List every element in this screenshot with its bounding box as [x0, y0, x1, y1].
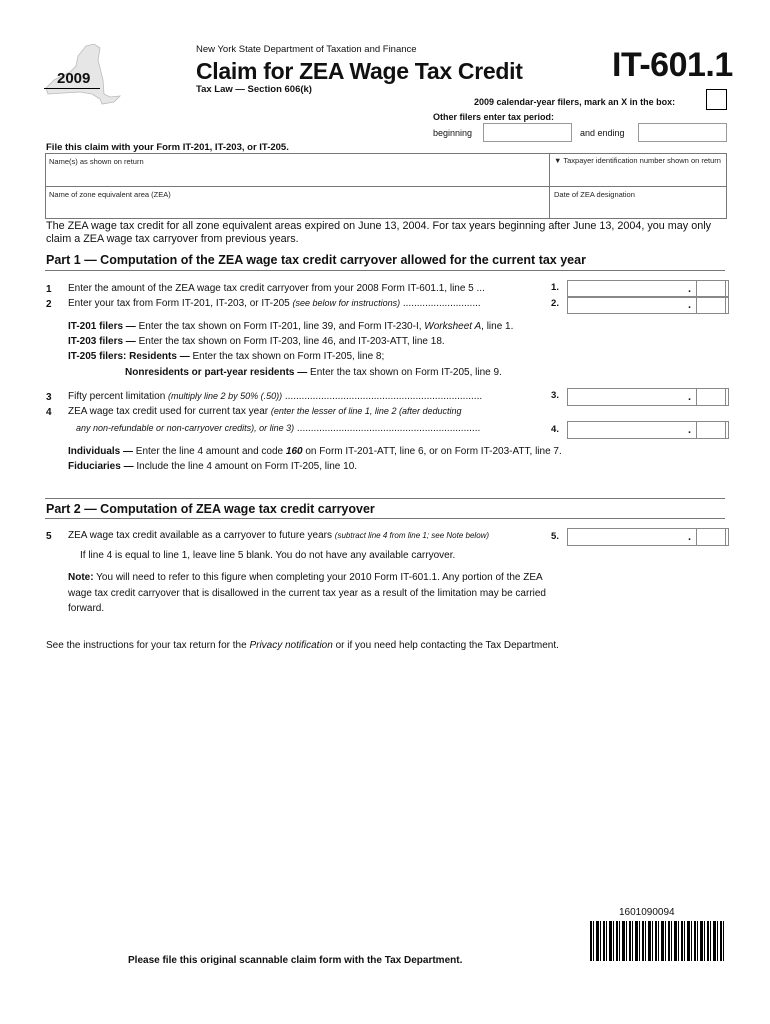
form-title: Claim for ZEA Wage Tax Credit — [196, 58, 523, 84]
line2-hint: (see below for instructions) — [292, 298, 401, 308]
line1-box-label: 1. — [551, 282, 559, 293]
line4-text-main: ZEA wage tax credit used for current tax year — [68, 406, 269, 417]
tin-field[interactable]: ▼ Taxpayer identification number shown on return — [554, 156, 721, 165]
divider — [46, 186, 726, 187]
period-ending-input[interactable] — [638, 123, 727, 142]
line5-number: 5 — [46, 531, 52, 542]
individuals-instruction — [68, 446, 562, 457]
carryover-note — [68, 570, 568, 617]
part2-title: Part 2 — Computation of ZEA wage tax credit carryover — [46, 502, 375, 516]
line4-hint: (enter the lesser of line 1, line 2 (after deducting — [270, 406, 462, 416]
divider — [549, 154, 550, 218]
line2-leader: ............................ — [400, 298, 481, 309]
line5-text — [68, 530, 489, 541]
privacy-notice — [46, 640, 559, 651]
divider — [45, 498, 725, 499]
privacy-text-a: See the instructions for your tax return for the — [46, 640, 250, 651]
line3-hint: (multiply line 2 by 50% (.50)) — [168, 391, 283, 401]
decimal-point: . — [688, 531, 692, 543]
line5-box-label: 5. — [551, 531, 559, 542]
note-text: You will need to refer to this figure when completing your 2010 Form IT-601.1. Any portion of the ZEA wage tax credit carryover that is disallowed in the current tax year as a result of the limitation may be carried forward. — [68, 572, 546, 614]
beginning-label: beginning — [433, 128, 473, 138]
line3-box-label: 3. — [551, 390, 559, 401]
line2-cents-input[interactable] — [696, 296, 726, 314]
line4-box-label: 4. — [551, 424, 559, 435]
note-label: Note: — [68, 572, 94, 583]
it205-text: Enter the tax shown on Form IT-205, line 8; — [189, 351, 385, 362]
part1-title: Part 1 — Computation of the ZEA wage tax credit carryover allowed for the current tax year — [46, 253, 586, 267]
individuals-end: on Form IT-201-ATT, line 6, or on Form IT-203-ATT, line 7. — [302, 446, 562, 457]
names-field[interactable]: Name(s) as shown on return — [49, 157, 144, 166]
nonresident-instruction — [125, 367, 502, 378]
barcode-number: 1601090094 — [619, 907, 675, 918]
privacy-text-b: or if you need help contacting the Tax Department. — [332, 640, 559, 651]
tax-year: 2009 — [57, 70, 91, 87]
decimal-point: . — [688, 424, 692, 436]
decimal-point: . — [688, 283, 692, 295]
fiduciaries-text: Include the line 4 amount on Form IT-205, line 10. — [133, 461, 358, 472]
it201-instruction — [68, 321, 513, 332]
line2-number: 2 — [46, 299, 52, 310]
decimal-point: . — [688, 391, 692, 403]
line3-cents-input[interactable] — [696, 388, 726, 406]
it201-end: , line 1. — [481, 321, 514, 332]
it203-label: IT-203 filers — — [68, 336, 136, 347]
other-filers-label: Other filers enter tax period: — [433, 112, 555, 122]
line4-text-cont — [76, 423, 480, 434]
line4-cents-input[interactable] — [696, 421, 726, 439]
nonresident-label: Nonresidents or part-year residents — — [125, 367, 308, 378]
line3-leader: ....................................................................... — [282, 391, 483, 402]
form-number: IT-601.1 — [612, 46, 733, 84]
calendar-year-checkbox[interactable] — [706, 89, 727, 110]
privacy-notification-link: Privacy notification — [249, 640, 333, 651]
line4-text — [68, 406, 461, 417]
it205-label: IT-205 filers: Residents — — [68, 351, 190, 362]
decimal-point: . — [688, 299, 692, 311]
fiduciaries-instruction — [68, 461, 357, 472]
line4-leader: .................................................................. — [294, 423, 481, 434]
line2-text — [68, 298, 481, 309]
divider — [45, 518, 725, 519]
line2-text-main: Enter your tax from Form IT-201, IT-203, or IT-205 — [68, 298, 290, 309]
individuals-label: Individuals — — [68, 446, 134, 457]
calendar-year-label: 2009 calendar-year filers, mark an X in the box: — [474, 97, 676, 107]
line5-text-main: ZEA wage tax credit available as a carryover to future years — [68, 530, 333, 541]
it201-text: Enter the tax shown on Form IT-201, line 39, and Form IT-230-I, — [135, 321, 425, 332]
zea-date-field[interactable]: Date of ZEA designation — [554, 190, 635, 199]
it201-worksheet: Worksheet A — [424, 321, 482, 332]
it201-label: IT-201 filers — — [68, 321, 136, 332]
line4-hint2: any non-refundable or non-carryover credits), or line 3) — [76, 423, 295, 433]
fiduciaries-label: Fiduciaries — — [68, 461, 134, 472]
file-with-instruction: File this claim with your Form IT-201, IT-203, or IT-205. — [46, 142, 289, 153]
line2-box-label: 2. — [551, 298, 559, 309]
line5-note: If line 4 is equal to line 1, leave line 5 blank. You do not have any available carryover. — [80, 550, 456, 561]
line3-number: 3 — [46, 392, 52, 403]
line1-number: 1 — [46, 284, 52, 295]
intro-paragraph: The ZEA wage tax credit for all zone equivalent areas expired on June 13, 2004. For tax years beginning after June 13, 2004, you may only claim a ZEA wage tax carryover from previous years. — [46, 220, 712, 245]
it205-instruction — [68, 351, 384, 362]
department-name: New York State Department of Taxation and Finance — [196, 44, 417, 55]
it203-instruction — [68, 336, 445, 347]
footer-instruction: Please file this original scannable claim form with the Tax Department. — [128, 955, 463, 966]
zea-name-field[interactable]: Name of zone equivalent area (ZEA) — [49, 190, 171, 199]
divider — [45, 270, 725, 271]
line3-text-main: Fifty percent limitation — [68, 391, 166, 402]
line5-cents-input[interactable] — [696, 528, 726, 546]
line4-number: 4 — [46, 407, 52, 418]
barcode — [590, 921, 724, 961]
individuals-text: Enter the line 4 amount and code — [133, 446, 286, 457]
tax-law-reference: Tax Law — Section 606(k) — [196, 84, 312, 95]
individuals-code: 160 — [285, 446, 303, 457]
year-underline — [44, 88, 100, 89]
line3-text — [68, 391, 482, 402]
taxpayer-info-box — [45, 153, 727, 219]
line5-hint: (subtract line 4 from line 1; see Note below) — [334, 531, 490, 540]
nonresident-text: Enter the tax shown on Form IT-205, line 9. — [307, 367, 502, 378]
it203-text: Enter the tax shown on Form IT-203, line 46, and IT-203-ATT, line 18. — [135, 336, 445, 347]
ending-label: and ending — [580, 128, 625, 138]
period-beginning-input[interactable] — [483, 123, 572, 142]
line1-text: Enter the amount of the ZEA wage tax credit carryover from your 2008 Form IT-601.1, line 5 ... — [68, 283, 485, 294]
